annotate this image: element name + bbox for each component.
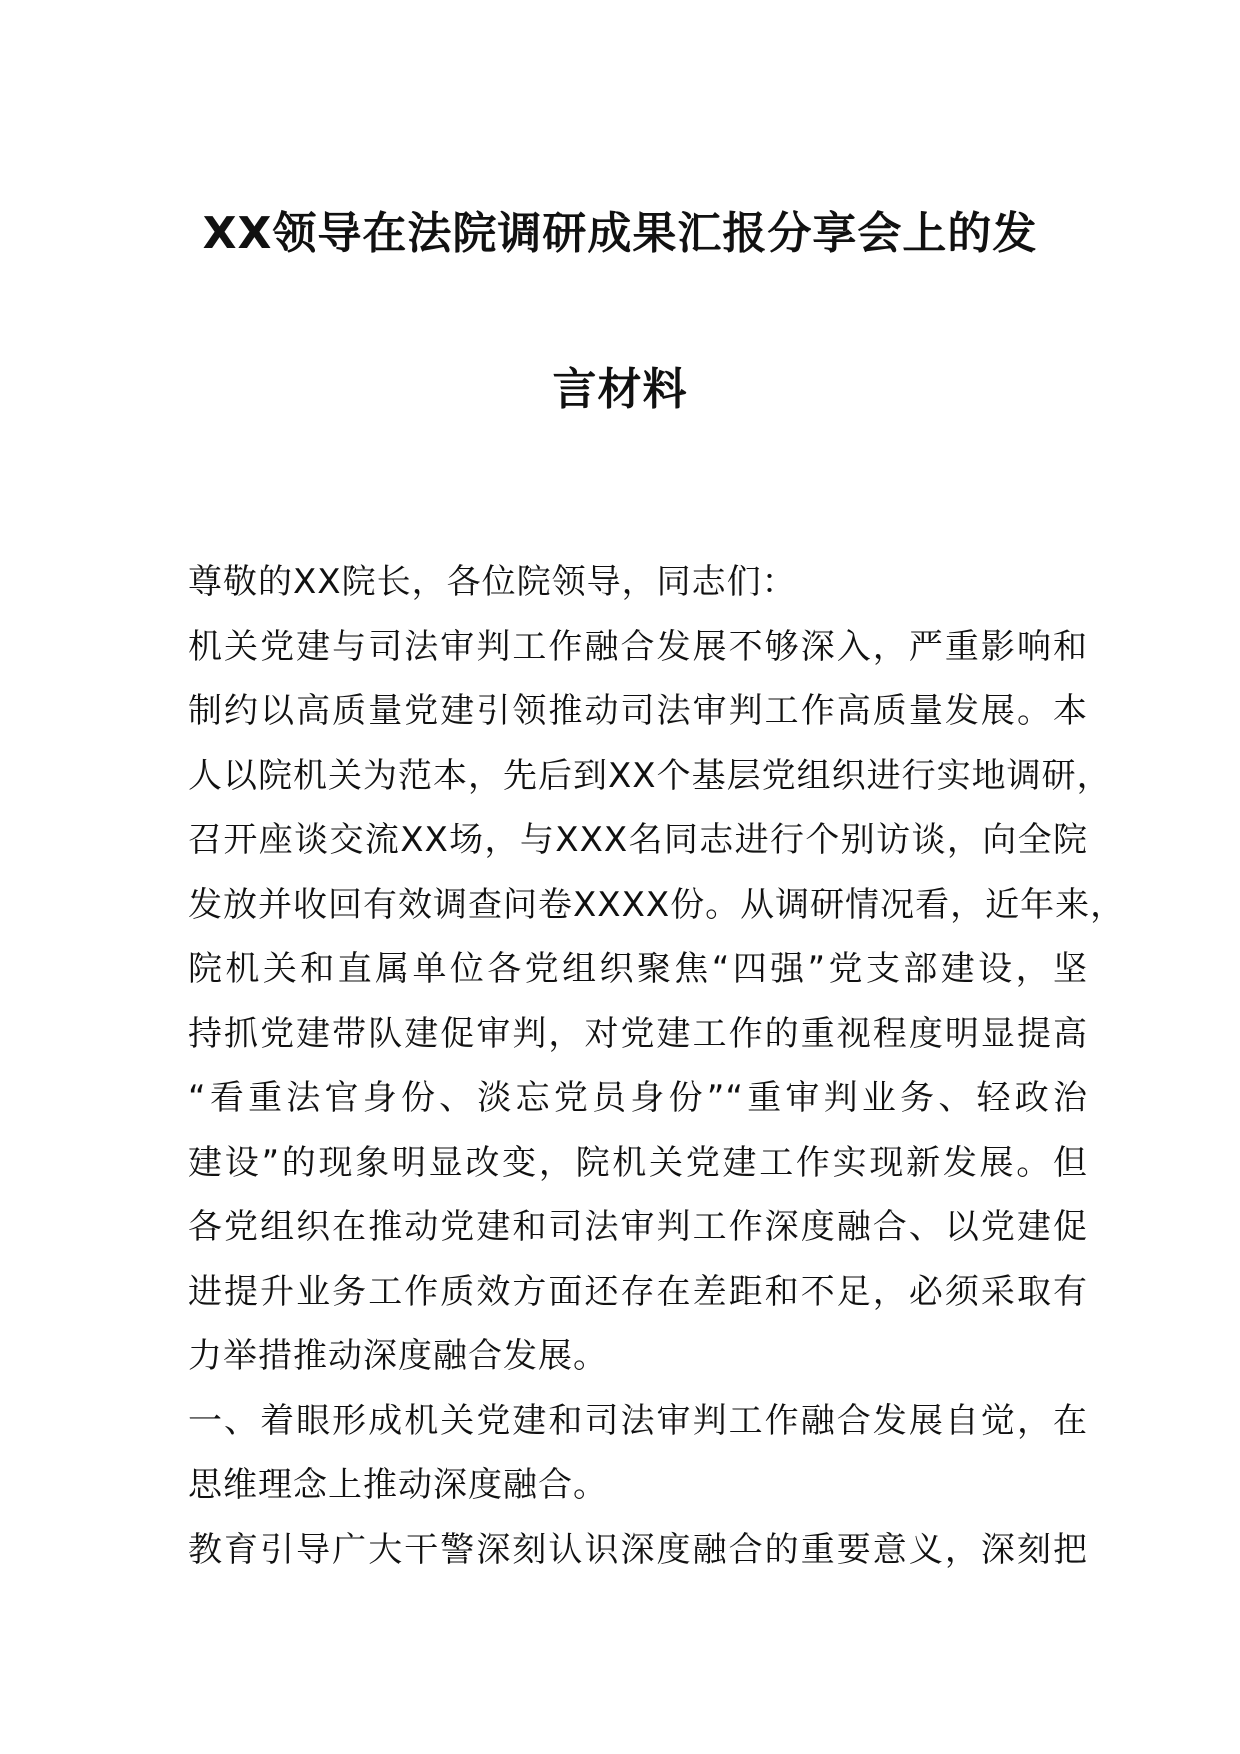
body-line: 人以院机关为范本，先后到XX个基层党组织进行实地调研， bbox=[188, 755, 1112, 796]
salutation: 尊敬的XX院长，各位院领导，同志们： bbox=[188, 562, 797, 602]
document-body bbox=[188, 550, 1126, 1582]
body-line: 各党组织在推动党建和司法审判工作深度融合、以党建促 bbox=[188, 1207, 1088, 1247]
document-title-line-1: XX领导在法院调研成果汇报分享会上的发 bbox=[202, 208, 1038, 259]
body-line: 制约以高质量党建引领推动司法审判工作高质量发展。本 bbox=[188, 691, 1088, 731]
section-heading-line: 思维理念上推动深度融合。 bbox=[188, 1465, 608, 1505]
body-line: 教育引导广大干警深刻认识深度融合的重要意义，深刻把 bbox=[188, 1529, 1088, 1570]
body-line: 院机关和直属单位各党组织聚焦“四强”党支部建设，坚 bbox=[188, 949, 1088, 989]
body-line: 力举措推动深度融合发展。 bbox=[188, 1336, 608, 1376]
document-title-line-2: 言材料 bbox=[552, 364, 688, 415]
body-line: 召开座谈交流XX场，与XXX名同志进行个别访谈，向全院 bbox=[188, 820, 1088, 860]
body-line: 机关党建与司法审判工作融合发展不够深入，严重影响和 bbox=[188, 626, 1088, 667]
body-line: 发放并收回有效调查问卷XXXX份。从调研情况看，近年来， bbox=[188, 884, 1126, 925]
body-line: 进提升业务工作质效方面还存在差距和不足，必须采取有 bbox=[188, 1271, 1088, 1312]
body-line: 持抓党建带队建促审判，对党建工作的重视程度明显提高 bbox=[188, 1013, 1088, 1054]
section-heading-line: 一、着眼形成机关党建和司法审判工作融合发展自觉，在 bbox=[188, 1400, 1088, 1441]
body-line: “看重法官身份、淡忘党员身份”“重审判业务、轻政治 bbox=[188, 1078, 1088, 1118]
body-line: 建设”的现象明显改变，院机关党建工作实现新发展。但 bbox=[188, 1142, 1088, 1183]
